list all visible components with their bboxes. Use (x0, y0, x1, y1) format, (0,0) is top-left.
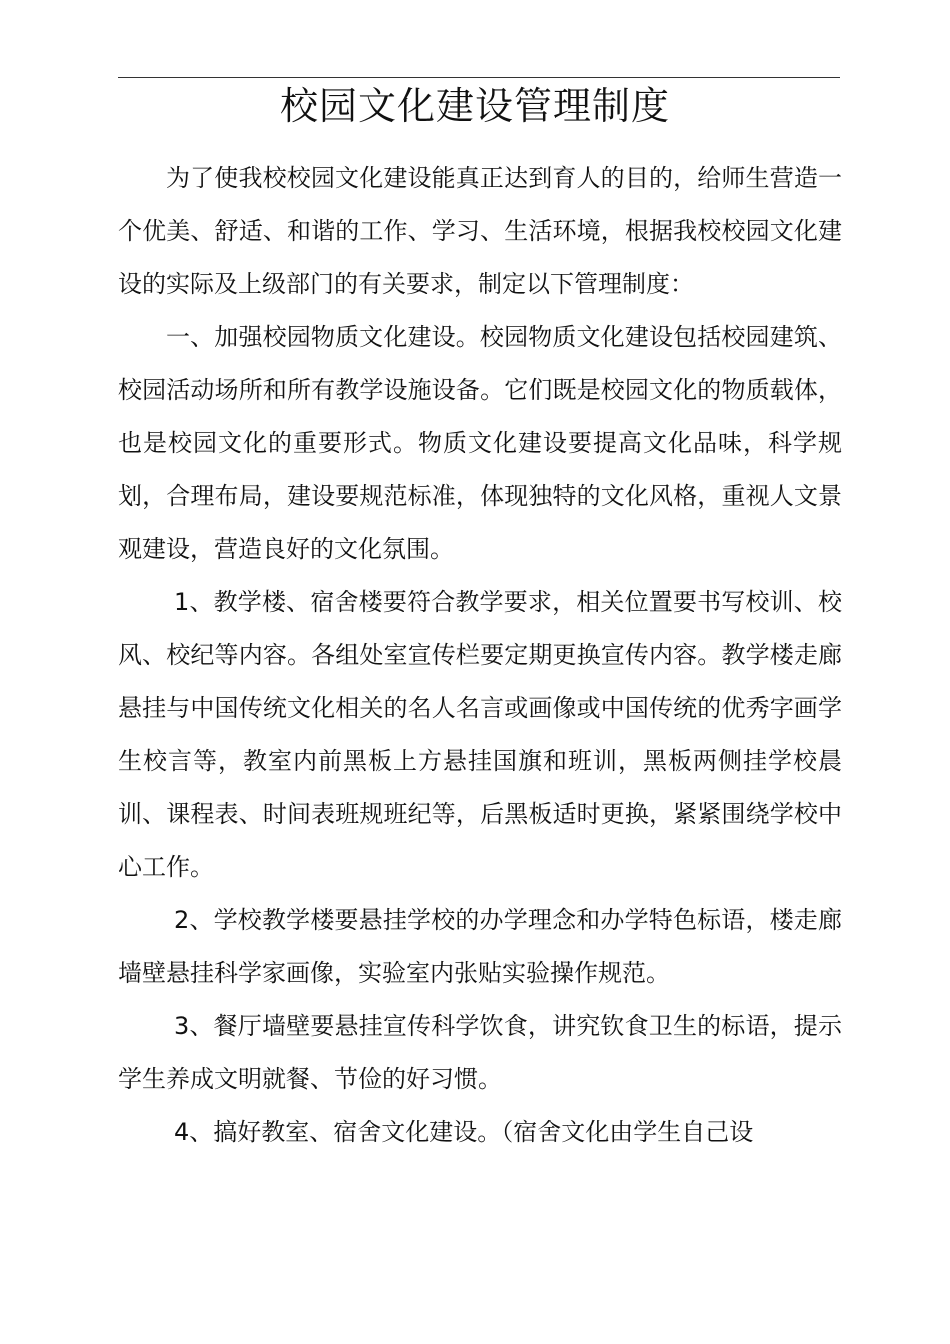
paragraph-intro: 为了使我校校园文化建设能真正达到育人的目的，给师生营造一个优美、舒适、和谐的工作、学习、生活环境，根据我校校园文化建设的实际及上级部门的有关要求，制定以下管理制度： (118, 164, 842, 298)
paragraph-item-3: 3、餐厅墙壁要悬挂宣传科学饮食，讲究钦食卫生的标语，提示学生养成文明就餐、节俭的好习惯。 (118, 1012, 842, 1093)
header-rule (118, 77, 840, 78)
paragraph-item-2: 2、学校教学楼要悬挂学校的办学理念和办学特色标语，楼走廊墙壁悬挂科学家画像，实验室内张贴实验操作规范。 (118, 906, 842, 987)
paragraph-item-1: 1、教学楼、宿舍楼要符合教学要求，相关位置要书写校训、校风、校纪等内容。各组处室宣传栏要定期更换宣传内容。教学楼走廊悬挂与中国传统文化相关的名人名言或画像或中国传统的优秀字画学生校言等，教室内前黑板上方悬挂国旗和班训，黑板两侧挂学校晨训、课程表、时间表班规班纪等，后黑板适时更换，紧紧围绕学校中心工作。 (118, 588, 842, 881)
paragraph-section-1: 一、加强校园物质文化建设。校园物质文化建设包括校园建筑、校园活动场所和所有教学设施设备。它们既是校园文化的物质载体，也是校园文化的重要形式。物质文化建设要提高文化品味，科学规划，合理布局，建设要规范标准，体现独特的文化风格，重视人文景观建设，营造良好的文化氛围。 (118, 323, 842, 563)
document-body (118, 152, 842, 1159)
paragraph-item-4: 4、搞好教室、宿舍文化建设。（宿舍文化由学生自己设 (174, 1118, 754, 1146)
document-title: 校园文化建设管理制度 (279, 84, 670, 128)
